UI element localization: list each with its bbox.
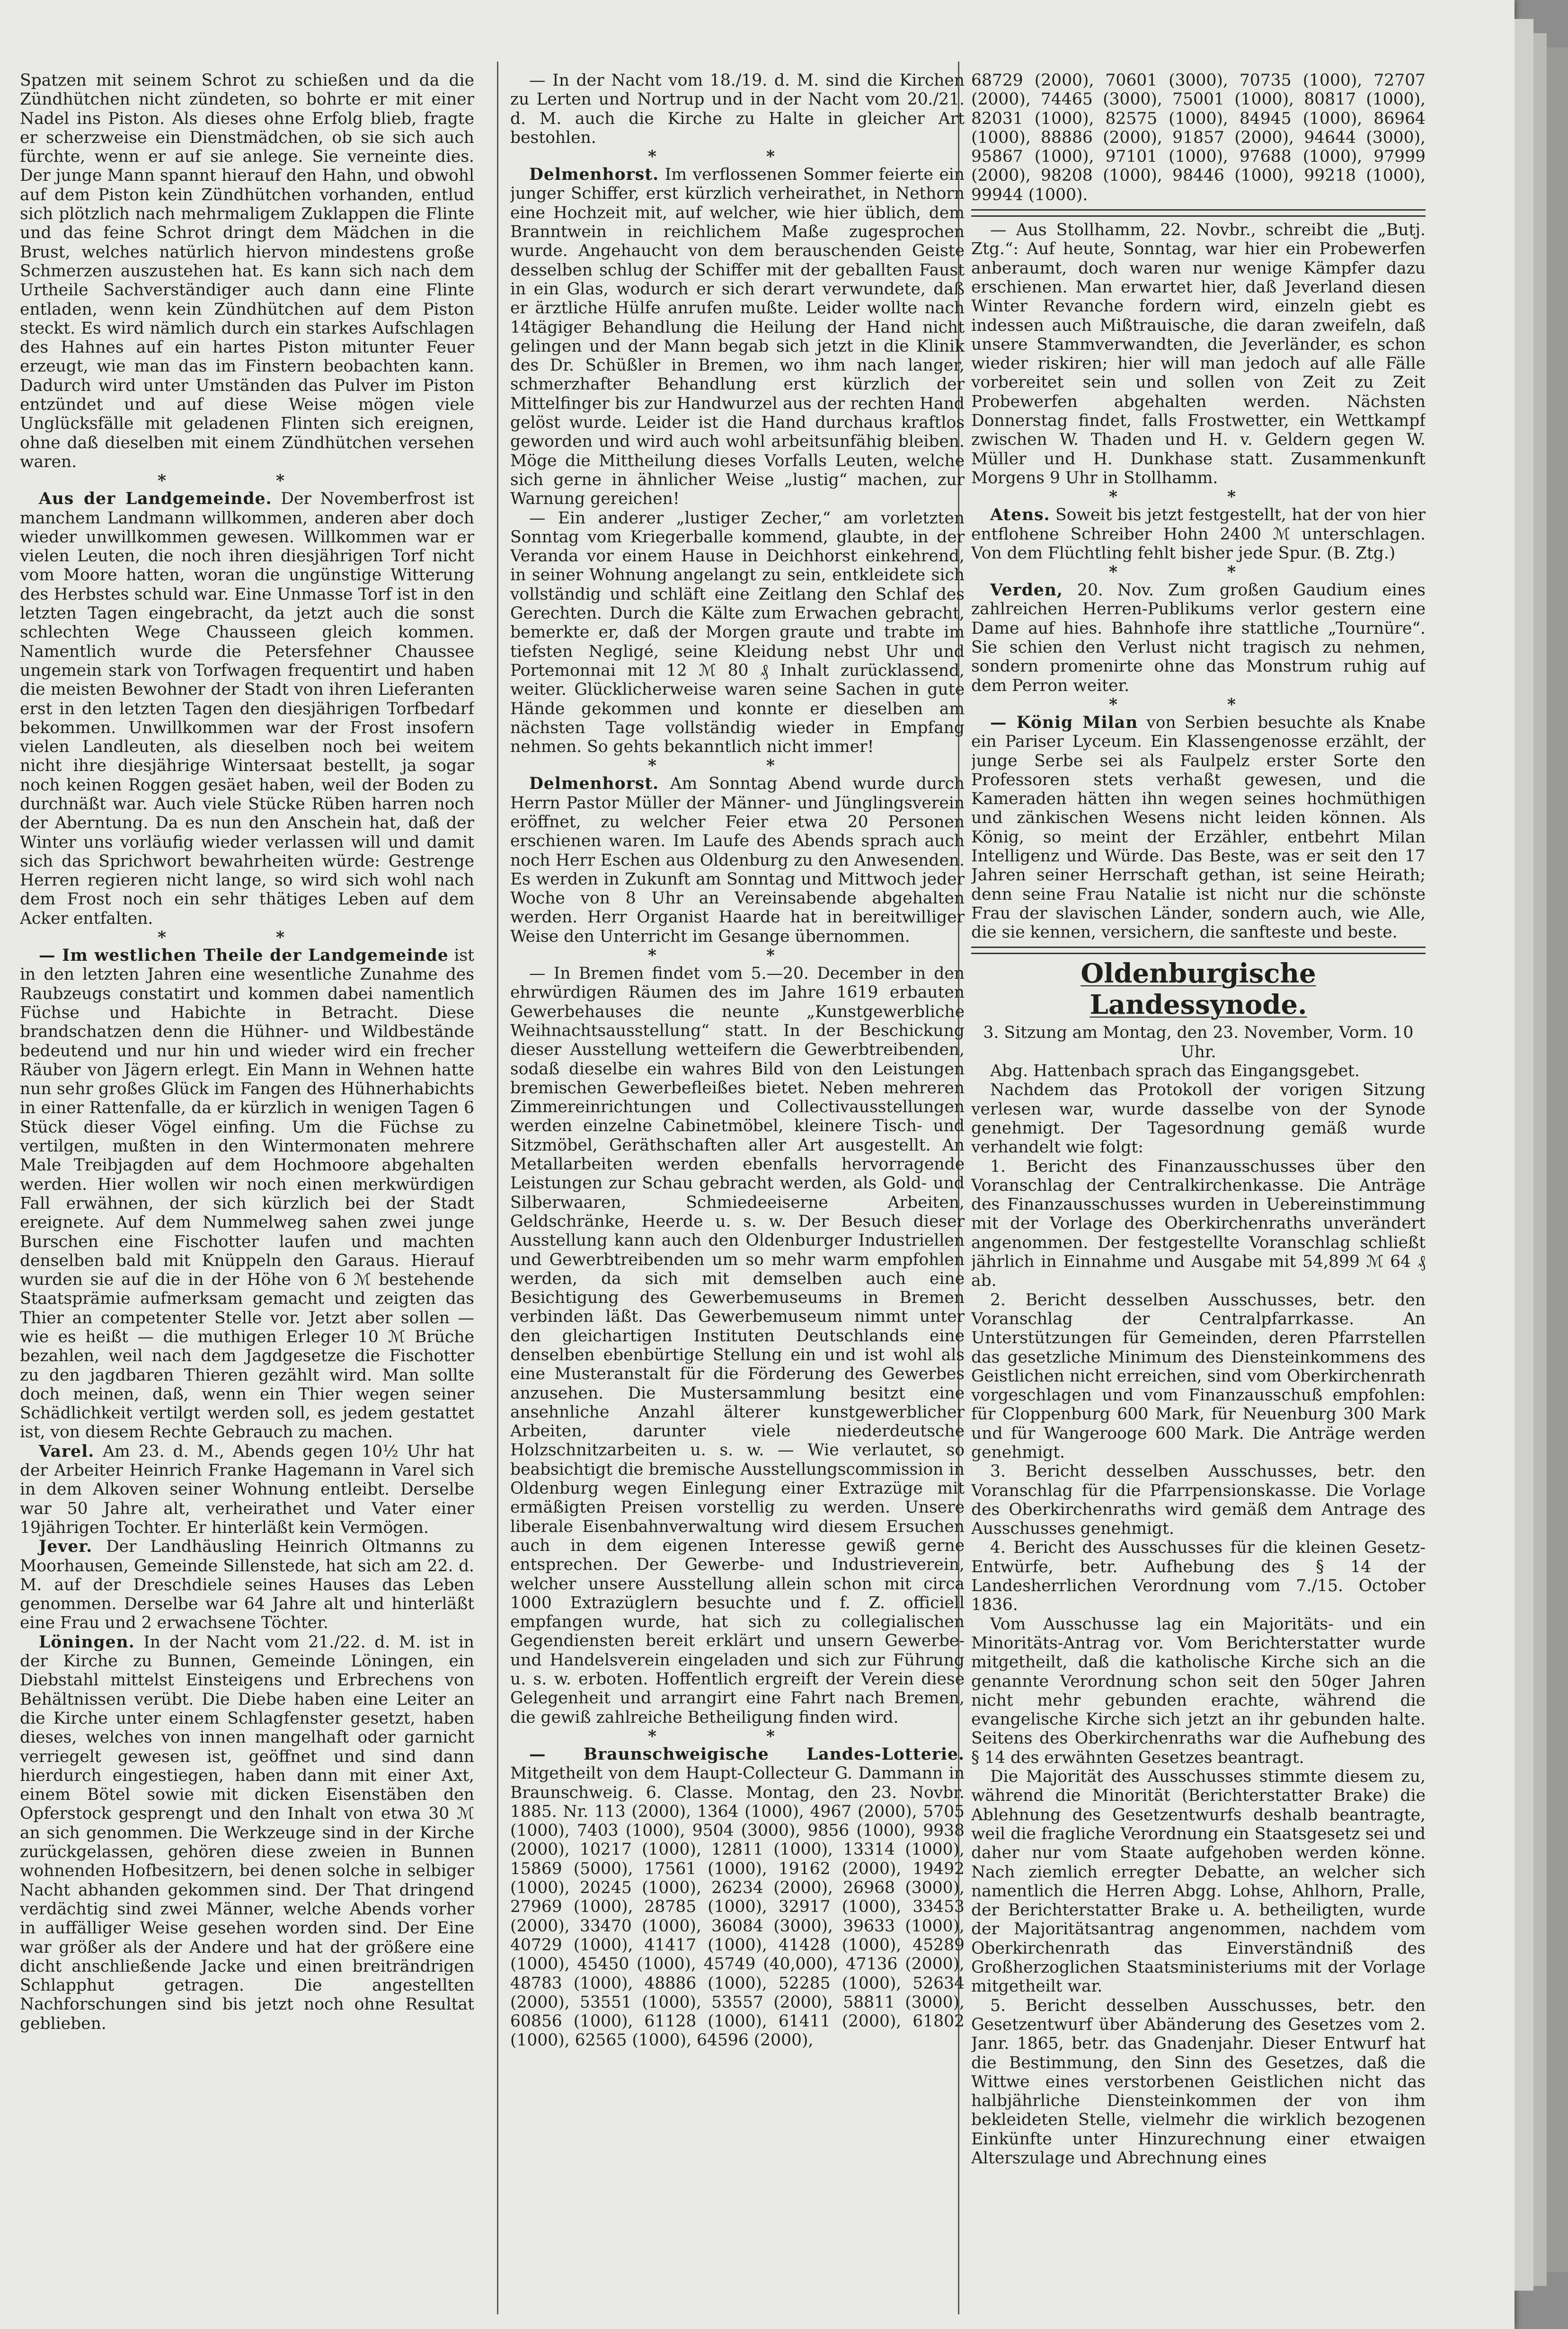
article-paragraph xyxy=(20,71,474,471)
article-body-text: Der Novemberfrost ist manchem Landmann willkommen, anderen aber doch wieder unwillkommen gewesen. Willkommen war er vielen Leuten, die noch ihren diesjährigen Torf nicht vom Moore hatten, woran die ungünstige Witterung des Herbstes schuld war. Eine Unmasse Torf ist in den letzten Tagen eingebracht, da jetzt auch die sonst schlechten Wege Chausseen gleich kommen. Namentlich wurde die Petersfehner Chaussee ungemein stark von Torfwagen frequentirt und haben die meisten Bewohner der Stadt von ihren Lieferanten erst in den letzten Tagen den diesjährigen Torfbedarf bekommen. Unwillkommen war der Frost insofern vielen Landleuten, als dieselben noch bei weitem nicht ihre diesjährige Wintersaat bestellt, ja sogar noch keinen Roggen gesäet haben, weil der Boden zu durchnäßt war. Auch viele Stücke Rüben harren noch der Aberntung. Da es nun den Anschein hat, daß der Winter uns vorläufig wieder verlassen will und damit sich das Sprichwort bewahrheiten würde: Gestrenge Herren regieren nicht lange, so wird sich wohl nach dem Frost noch ein sehr thätiges Leben auf dem Acker entfalten. xyxy=(20,489,474,928)
article-body-text: Im verflossenen Sommer feierte ein junger Schiffer, erst kürzlich verheirathet, in Nethorn eine Hochzeit mit, auf welcher, wie hier üblich, dem Branntwein in reichlichem Maße zugesprochen wurde. Angehaucht von dem berauschenden Geiste desselben schlug der Schiffer mit der geballten Faust in ein Glas, wodurch er sich derart verwundete, daß er ärztliche Hülfe anrufen mußte. Leider wollte nach 14tägiger Behandlung die Heilung der Hand nicht gelingen und der Mann begab sich jetzt in die Klinik des Dr. Schüßler in Bremen, wo ihm nach langer, schmerzhafter Behandlung erst kürzlich der Mittelfinger bis zur Handwurzel aus der rechten Hand gelöst wurde. Leider ist die Hand durchaus kraftlos geworden und wird auch wohl arbeitsunfähig bleiben. Möge die Mittheilung dieses Vorfalls Leuten, welche sich gerne in ähnlicher Weise „lustig“ machen, zur Warnung gereichen! xyxy=(510,165,965,509)
article-headline: — Im westlichen Theile der Landgemeinde xyxy=(39,946,449,965)
page-edge xyxy=(1515,19,1533,2291)
article-paragraph xyxy=(510,165,965,508)
section-separator-asterisks: * * xyxy=(1108,695,1288,714)
article-body-text: 20. Nov. Zum großen Gaudium eines zahlreichen Herren-Publikums verlor gestern eine Dame auf hies. Bahnhofe ihre stattliche „Tournüre“. Sie schien den Verlust nicht tragisch zu nehmen, sondern promenirte ohne das Monstrum ruhig auf dem Perron weiter. xyxy=(971,581,1426,695)
section-title: Oldenburgische Landessynode. xyxy=(1081,958,1316,1021)
section-separator-asterisks: * * xyxy=(157,928,337,948)
article-body-text: — Aus Stollhamm, 22. Novbr., schreibt die „Butj. Ztg.“: Auf heute, Sonntag, war hier ein Probewerfen anberaumt, doch waren nur wenige Kämpfer dazu erschienen. Man erwartet hier, daß Jeverland diesen Winter Revanche fordern wird, einzeln giebt es indessen auch Mißtrauische, die daran zweifeln, daß unsere Stammverwandten, die Jeverländer, es schon wieder riskiren; hier will man jedoch auf alle Fälle vorbereitet sein und sollen von Zeit zu Zeit Probewerfen abgehalten werden. Nächsten Donnerstag findet, falls Frostwetter, ein Wettkampf zwischen W. Thaden und H. v. Geldern gegen W. Müller und H. Dunkhase statt. Zusammenkunft Morgens 9 Uhr in Stollhamm. xyxy=(971,221,1426,487)
section-separator-asterisks: * * xyxy=(647,147,827,167)
article-body-text: 5. Bericht desselben Ausschusses, betr. den Gesetzentwurf über Abänderung des Gesetzes vom 2. Janr. 1865, betr. das Gnadenjahr. Dieser Entwurf hat die Bestimmung, den Sinn des Gesetzes, daß die Wittwe eines verstorbenen Geistlichen nicht das halbjährliche Diensteinkommen der von ihm bekleideten Stelle, vielmehr die wirklich bezogenen Einkünfte unter Hinzurechnung einer etwaigen Alterszulage und Abrechnung eines xyxy=(971,1996,1426,2168)
section-separator-asterisks: * * xyxy=(1108,487,1288,507)
article-body-text: ist in den letzten Jahren eine wesentliche Zunahme des Raubzeugs constatirt und kommen dabei namentlich Füchse und Habichte in Betracht. Diese brandschatzen denn die Hühner- und Wildbestände bedeutend und nur hin und wieder wird ein frecher Räuber von Jägern erlegt. Ein Mann in Wehnen hatte nun sehr großes Glück im Fangen des Hühnerhabichts in einer Rattenfalle, da er kürzlich in wenigen Tagen 6 Stück dieser Vögel einfing. Um die Füchse zu vertilgen, mußten in den Wintermonaten mehrere Male Treibjagden auf dem Hochmoore abgehalten werden. Hier wollen wir noch einen merkwürdigen Fall erwähnen, der sich kürzlich bei der Stadt ereignete. Auf dem Nummelweg sahen zwei junge Burschen eine Fischotter laufen und machten denselben bald mit Knüppeln den Garaus. Hierauf wurden sie auf die in der Höhe von 6 ℳ bestehende Staatsprämie aufmerksam gemacht und zeigten das Thier an competenter Stelle vor. Jetzt aber sollen — wie es heißt — die muthigen Erleger 10 ℳ Brüche bezahlen, weil nach dem Jagdgesetze die Fischotter zu den jagdbaren Thieren gezählt wird. Man sollte doch meinen, daß, wenn ein Thier wegen seiner Schädlichkeit vertilgt werden soll, es jedem gestattet ist, von diesem Rechte Gebrauch zu machen. xyxy=(20,946,474,1442)
section-separator-asterisks: * * xyxy=(647,756,827,776)
article-paragraph xyxy=(971,1157,1426,1291)
article-paragraph xyxy=(510,71,965,147)
article-paragraph xyxy=(971,1996,1426,2168)
article-headline: Löningen. xyxy=(39,1632,135,1652)
article-headline: Delmenhorst. xyxy=(529,774,659,794)
article-paragraph xyxy=(971,1462,1426,1538)
article-paragraph xyxy=(971,1767,1426,1996)
article-body-text: Vom Ausschusse lag ein Majoritäts- und ein Minoritäts-Antrag vor. Vom Berichterstatter wurde mitgetheilt, daß die katholische Kirche sich an die genannte Verordnung schon seit den 50ger Jahren nicht mehr gebunden erachte, während die evangelische Kirche sich jetzt an ihr gebunden halte. Seitens des Oberkirchenraths war die Aufhebung des § 14 des erwähnten Gesetzes beantragt. xyxy=(971,1614,1426,1767)
column-divider xyxy=(497,62,498,2314)
article-body-text: Abg. Hattenbach sprach das Eingangsgebet. xyxy=(990,1062,1360,1081)
article-body-text: — In der Nacht vom 18./19. d. M. sind die Kirchen zu Lerten und Nortrup und in der Nacht vom 20./21. d. M. auch die Kirche zu Halte in gleicher Art bestohlen. xyxy=(510,71,965,147)
article-body-text: Mitgetheilt von dem Haupt-Collecteur G. Dammann in Braunschweig. 6. Classe. Montag, den 23. Novbr. 1885. Nr. 113 (2000), 1364 (1000), 4967 (2000), 5705 (1000), 7403 (1000), 9504 (3000), 9856 (1000), 9938 (2000), 10217 (1000), 12811 (1000), 13314 (1000), 15869 (5000), 17561 (1000), 19162 (2000), 19492 (1000), 20245 (1000), 26234 (2000), 26968 (3000), 27969 (1000), 28785 (1000), 32917 (1000), 33453 (2000), 33470 (1000), 36084 (3000), 39633 (1000), 40729 (1000), 41417 (1000), 41428 (1000), 45289 (1000), 45450 (1000), 45749 (40,000), 47136 (2000), 48783 (1000), 48886 (1000), 52285 (1000), 52634 (2000), 53551 (1000), 53557 (2000), 58811 (3000), 60856 (1000), 61128 (1000), 61411 (2000), 61802 (1000), 62565 (1000), 64596 (2000), xyxy=(510,1764,965,2050)
article-body-text: In der Nacht vom 21./22. d. M. ist in der Kirche zu Bunnen, Gemeinde Löningen, ein Diebstahl mittelst Einsteigens und Erbrechens von Behältnissen verübt. Die Diebe haben eine Leiter an die Kirche unter einem Schlagfenster gesetzt, haben dieses, welches von innen mangelhaft oder garnicht verriegelt gewesen ist, geöffnet und sind dann hierdurch eingestiegen, haben dann mit einer Axt, einem Bötel sowie mit dicken Eisenstäben den Opferstock gesprengt und den Inhalt von etwa 30 ℳ an sich genommen. Die Werkzeuge sind in der Kirche zurückgelassen, gehören diese zweien in Bunnen wohnenden Hofbesitzern, bei denen solche in selbiger Nacht abhanden gekommen sind. Der That dringend verdächtig sind zwei Männer, welche Abends vorher in auffälliger Weise gesehen worden sind. Der Eine war größer als der Andere und hat der größere eine dicht anschließende Jacke und einen breiträndrigen Schlapphut getragen. Die angestellten Nachforschungen sind bis jetzt noch ohne Resultat geblieben. xyxy=(20,1632,474,2033)
article-body-text: Die Majorität des Ausschusses stimmte diesem zu, während die Minorität (Berichterstatter Brake) die Ablehnung des Gesetzentwurfs deshalb beantragte, weil die fragliche Verordnung ein Staatsgesetz sei und daher nur vom Staate aufgehoben werden könne. Nach ziemlich erregter Debatte, an welcher sich namentlich die Herren Abgg. Lohse, Ahlhorn, Pralle, der Berichterstatter Brake u. A. betheiligten, wurde der Majoritätsantrag angenommen, nachdem vom Oberkirchenrath das Einverständniß des Großherzoglichen Staatsministeriums mit der Vorlage mitgetheilt war. xyxy=(971,1767,1426,1996)
article-body-text: 3. Bericht desselben Ausschusses, betr. den Voranschlag für die Pfarrpensionskasse. Die Vorlage des Oberkirchenraths wird gemäß dem Antrage des Ausschusses genehmigt. xyxy=(971,1462,1426,1539)
article-body-text: Nachdem das Protokoll der vorigen Sitzung verlesen war, wurde dasselbe von der Synode genehmigt. Der Tagesordnung gemäß wurde verhandelt wie folgt: xyxy=(971,1080,1426,1157)
column-3 xyxy=(971,71,1426,2314)
article-body-text: 1. Bericht des Finanzausschusses über den Voranschlag der Centralkirchenkasse. Die Anträge des Finanzausschusses wurden in Uebereinstimmung mit der Vorlage des Oberkirchenraths unverändert angenommen. Der festgestellte Voranschlag schließt jährlich in Einnahme und Ausgabe mit 54,899 ℳ 64 ₰ ab. xyxy=(971,1157,1426,1291)
article-headline: Atens. xyxy=(990,505,1050,525)
article-body-text: von Serbien besuchte als Knabe ein Pariser Lyceum. Ein Klassengenosse erzählt, der junge Serbe sei als Faulpelz erster Sorte den Professoren stets verhaßt gewesen, und die Kameraden hätten ihn wegen seines hochmüthigen und zänkischen Wesens nicht leiden können. Als König, so meint der Erzähler, entbehrt Milan Intelligenz und Würde. Das Beste, was er seit den 17 Jahren seiner Herrschaft gethan, ist seine Heirath; denn seine Frau Natalie ist nicht nur die schönste Frau der slavischen Länder, sondern auch, wie Alle, die sie kennen, versichern, die sanfteste und beste. xyxy=(971,713,1426,942)
article-paragraph xyxy=(971,1062,1426,1080)
article-body-text: Am 23. d. M., Abends gegen 10½ Uhr hat der Arbeiter Heinrich Franke Hagemann in Varel sich in dem Alkoven seiner Wohnung entleibt. Derselbe war 50 Jahre alt, verheirathet und Vater einer 19jährigen Tochter. Er hinterläßt kein Vermögen. xyxy=(20,1442,474,1537)
article-body-text: — Ein anderer „lustiger Zecher,“ am vorletzten Sonntag vom Kriegerballe kommend, glaubte, in der Veranda vor einem Hause in Deichhorst einkehrend, in seiner Wohnung angelangt zu sein, entkleidete sich vollständig und schläft eine Zeitlang den Schlaf des Gerechten. Durch die Kälte zum Erwachen gebracht, bemerkte er, daß der Morgen graute und trabte im tiefsten Negligé, seine Kleidung nebst Uhr und Portemonnai mit 12 ℳ 80 ₰ Inhalt zurücklassend, weiter. Glücklicherweise waren seine Sachen in gute Hände gekommen und konnte er dieselben am nächsten Tage vollständig wieder in Empfang nehmen. So gehts bekanntlich nicht immer! xyxy=(510,508,965,757)
article-paragraph xyxy=(20,1633,474,2033)
article-paragraph xyxy=(971,1538,1426,1614)
article-body-text: Spatzen mit seinem Schrot zu schießen und da die Zündhütchen nicht zündeten, so bohrte er mit einer Nadel ins Piston. Als dieses ohne Erfolg blieb, fragte er scherzweise ein Dienstmädchen, ob sie sich auch fürchte, wenn er auf sie anlege. Sie verneinte dies. Der junge Mann spannt hierauf den Hahn, und obwohl auf dem Piston kein Zündhütchen vorhanden, entlud sich plötzlich nach mehrmaligem Zuklappen die Flinte und das feine Schrot dringt dem Mädchen in die Brust, welches natürlich hiervon mindestens große Schmerzen auszustehen hat. Es kann sich nach dem Urtheile Sachverständiger auch dann eine Flinte entladen, wenn kein Zündhütchen auf dem Piston steckt. Es wird nämlich durch ein starkes Aufschlagen des Hahnes auf ein hartes Piston mitunter Feuer erzeugt, wie man das im Finstern beobachten kann. Dadurch wird unter Umständen das Pulver im Piston entzündet und auf diese Weise mögen viele Unglücksfälle mit geladenen Flinten sich ereignen, ohne daß dieselben mit einem Zündhütchen versehen waren. xyxy=(20,71,474,471)
section-separator-asterisks: * * xyxy=(647,946,827,965)
article-headline: Delmenhorst. xyxy=(529,165,659,185)
article-paragraph xyxy=(971,713,1426,942)
article-paragraph xyxy=(971,1615,1426,1767)
article-paragraph xyxy=(20,1442,474,1537)
article-body-text: 4. Bericht des Ausschusses für die kleinen Gesetz-Entwürfe, betr. Aufhebung des § 14 der Landesherrlichen Verordnung vom 7./15. October 1836. xyxy=(971,1538,1426,1615)
article-headline: Jever. xyxy=(39,1537,93,1557)
article-body-text: 68729 (2000), 70601 (3000), 70735 (1000), 72707 (2000), 74465 (3000), 75001 (1000), 80817 (1000), 82031 (1000), 82575 (1000), 84945 (1000), 86964 (1000), 88886 (2000), 91857 (2000), 94644 (3000), 95867 (1000), 97101 (1000), 97688 (1000), 97999 (2000), 98208 (1000), 98446 (1000), 99218 (1000), 99944 (1000). xyxy=(971,71,1426,204)
article-headline: Verden, xyxy=(990,581,1063,600)
article-headline: Aus der Landgemeinde. xyxy=(39,489,272,509)
article-headline: — König Milan xyxy=(990,713,1138,732)
column-1 xyxy=(20,71,474,2314)
article-paragraph xyxy=(510,964,965,1727)
article-paragraph xyxy=(971,581,1426,695)
double-rule-divider xyxy=(971,209,1426,217)
article-headline: Varel. xyxy=(39,1442,95,1461)
article-paragraph xyxy=(20,946,474,1442)
article-paragraph xyxy=(971,221,1426,487)
article-headline: — Braunschweigische Landes-Lotterie. xyxy=(529,1745,965,1764)
article-body-text: Der Landhäusling Heinrich Oltmanns zu Moorhausen, Gemeinde Sillenstede, hat sich am 22. d. M. auf der Dreschdiele seines Hauses das Leben genommen. Derselbe war 64 Jahre alt und hinterläßt eine Frau und 2 erwachsene Töchter. xyxy=(20,1537,474,1633)
article-paragraph xyxy=(971,71,1426,204)
article-body-text: Soweit bis jetzt festgestellt, hat der von hier entflohene Schreiber Hohn 2400 ℳ unterschlagen. Von dem Flüchtling fehlt bisher jede Spur. (B. Ztg.) xyxy=(971,505,1426,563)
article-paragraph xyxy=(510,1745,965,2050)
article-paragraph xyxy=(510,774,965,946)
column-2 xyxy=(510,71,965,2314)
article-paragraph xyxy=(20,1537,474,1632)
section-separator-asterisks: * * xyxy=(1108,563,1288,582)
page-edge xyxy=(1533,33,1547,2286)
article-paragraph xyxy=(510,509,965,757)
session-heading: 3. Sitzung am Montag, den 23. November, Vorm. 10 Uhr. xyxy=(983,1023,1414,1062)
article-body-text: — In Bremen findet vom 5.—20. December in den ehrwürdigen Räumen des im Jahre 1619 erbauten Gewerbehauses die neunte „Kunstgewerbliche Weihnachtsausstellung“ statt. In der Beschickung dieser Ausstellung wetteifern die Gewerbtreibenden, sodaß dieselbe ein wahres Bild von den Leistungen bremischen Gewerbefleißes bietet. Neben mehreren Zimmereinrichtungen und Collectivausstellungen werden einzelne Cabinetmöbel, kleinere Tisch- und Sitzmöbel, Geräthschaften aller Art ausgestellt. An Metallarbeiten werden ebenfalls hervorragende Leistungen zur Schau gebracht werden, als Gold- und Silberwaaren, Schmiedeeiserne Arbeiten, Geldschränke, Heerde u. s. w. Der Besuch dieser Ausstellung kann auch den Oldenburger Industriellen und Gewerbtreibenden um so mehr warm empfohlen werden, da sich mit demselben auch eine Besichtigung des Gewerbemuseums in Bremen verbinden läßt. Das Gewerbemuseum nimmt unter den gleichartigen Instituten Deutschlands eine denselben ebenbürtige Stellung ein und ist wohl als eine Musteranstalt für die Förderung des Gewerbes anzusehen. Die Mustersammlung besitzt eine ansehnliche Anzahl älterer kunstgewerblicher Arbeiten, darunter viele niederdeutsche Holzschnitzarbeiten u. s. w. — Wie verlautet, so beabsichtigt die bremische Ausstellungscommission in Oldenburg wegen Einlegung einer Extrazüge mit ermäßigten Preisen vorstellig zu werden. Unsere liberale Eisenbahnverwaltung wird diesem Ersuchen auch in dem eigenen Interesse gewiß gerne entsprechen. Der Gewerbe- und Industrieverein, welcher unsere Ausstellung allein schon mit circa 1000 Extrazüglern besuchte und f. Z. officiell empfangen wurde, hat sich zu collegialischen Gegendiensten bereit erklärt und unsern Gewerbe- und Handelsverein eingeladen und sich zur Führung u. s. w. erboten. Hoffentlich ergreift der Verein diese Gelegenheit und arrangirt eine Fahrt nach Bremen, die gewiß zahlreiche Betheiligung finden wird. xyxy=(510,964,965,1727)
article-paragraph xyxy=(971,1291,1426,1462)
article-paragraph xyxy=(971,1080,1426,1157)
article-paragraph xyxy=(971,505,1426,563)
section-separator-asterisks: * * xyxy=(157,471,337,491)
book-spine-edge xyxy=(1547,47,1568,2272)
article-paragraph xyxy=(20,489,474,928)
section-separator-asterisks: * * xyxy=(647,1727,827,1746)
double-rule-divider xyxy=(971,947,1426,954)
article-body-text: 2. Bericht desselben Ausschusses, betr. den Voranschlag der Centralpfarrkasse. An Unterstützungen für Gemeinden, deren Pfarrstellen das gesetzliche Minimum des Diensteinkommens des Geistlichen nicht erreichen, sind vom Oberkirchenrath vorgeschlagen und vom Finanzausschuß empfohlen: für Cloppenburg 600 Mark, für Neuenburg 300 Mark und für Wangerooge 600 Mark. Die Anträge werden genehmigt. xyxy=(971,1290,1426,1462)
article-body-text: Am Sonntag Abend wurde durch Herrn Pastor Müller der Männer- und Jünglingsverein eröffnet, zu welcher Feier etwa 20 Personen erschienen waren. Im Laufe des Abends sprach auch noch Herr Eschen aus Oldenburg zu den Anwesenden. Es werden in Zukunft am Sonntag und Mittwoch jeder Woche von 8 Uhr an Vereinsabende abgehalten werden. Herr Organist Haarde hat in bereitwilliger Weise den Unterricht im Gesange übernommen. xyxy=(510,774,965,946)
